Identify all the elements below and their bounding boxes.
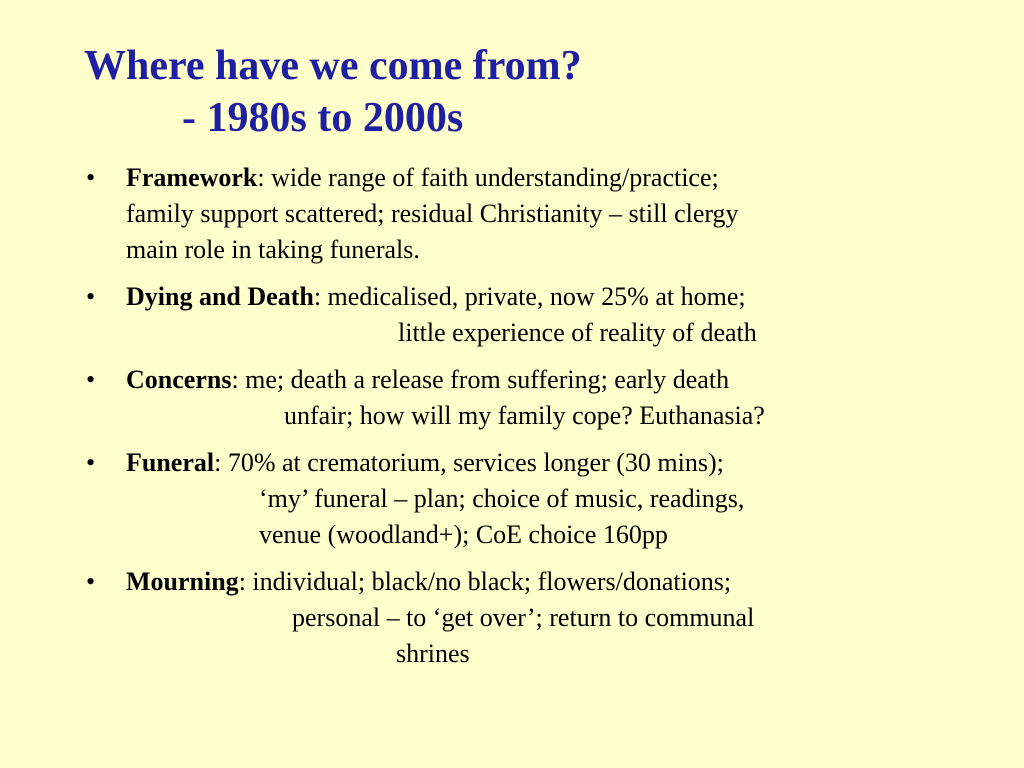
bullet-icon: • [86,567,96,596]
slide-title [84,40,582,144]
bullet-text: : wide range of faith understanding/practice; [257,163,719,192]
bullet-icon: • [86,365,96,394]
title-line-2: - 1980s to 2000s [182,95,464,141]
bullet-line [126,564,1006,600]
bullet-line [126,279,1006,315]
bullet-line: venue (woodland+); CoE choice 160pp [259,520,668,549]
bullet-text: : medicalised, private, now 25% at home; [313,282,746,311]
bullet-funeral [86,445,1006,553]
bullet-line: shrines [396,639,470,668]
bullet-term: Concerns [126,365,232,394]
bullet-icon: • [86,163,96,192]
bullet-line: unfair; how will my family cope? Euthanasia? [284,401,765,430]
bullet-line: ‘my’ funeral – plan; choice of music, readings, [259,484,745,513]
bullet-icon: • [86,448,96,477]
bullet-text: : 70% at crematorium, services longer (30 mins); [214,448,724,477]
bullet-term: Dying and Death [126,282,314,311]
bullet-icon: • [86,282,96,311]
bullet-framework [86,160,1006,268]
bullet-line: little experience of reality of death [398,318,757,347]
bullet-text: : individual; black/no black; flowers/donations; [238,567,732,596]
bullet-term: Framework [126,163,258,192]
bullet-term: Funeral [126,448,215,477]
bullet-term: Mourning [126,567,239,596]
bullet-text: : me; death a release from suffering; early death [231,365,730,394]
bullet-line: personal – to ‘get over’; return to communal [292,603,755,632]
bullet-line: family support scattered; residual Christianity – still clergy [126,199,739,228]
bullet-line [126,362,1006,398]
bullet-list [86,160,1006,683]
bullet-line: main role in taking funerals. [126,235,420,264]
bullet-mourning [86,564,1006,672]
bullet-line [126,445,1006,481]
bullet-line [126,160,1006,196]
title-line-1: Where have we come from? [84,43,582,89]
bullet-dying-and-death [86,279,1006,351]
bullet-concerns [86,362,1006,434]
